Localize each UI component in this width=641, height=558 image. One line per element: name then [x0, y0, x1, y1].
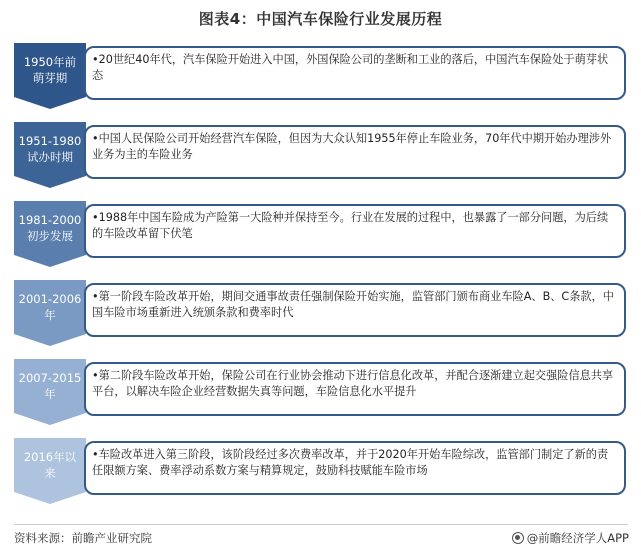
timeline-stage — [14, 438, 616, 504]
stage-period: 2016年以 来 — [23, 450, 77, 480]
stage-arrow — [14, 122, 86, 188]
source-note: 资料来源：前瞻产业研究院 — [14, 531, 152, 545]
stage-arrow — [14, 201, 86, 267]
stage-period: 1950年前 萌芽期 — [23, 55, 77, 85]
stage-description: •1988年中国车险成为产险第一大险种并保持至今。行业在发展的过程中，也暴露了一部分问题，为后续的车险改革留下伏笔 — [84, 204, 626, 258]
timeline-stage — [14, 122, 616, 188]
stage-arrow — [14, 438, 86, 504]
stage-period: 1951-1980 试办时期 — [18, 134, 82, 164]
chart-title: 图表4：中国汽车保险行业发展历程 — [198, 10, 443, 28]
timeline-stage — [14, 359, 616, 425]
footer-divider — [14, 524, 628, 525]
stage-description: •20世纪40年代，汽车保险开始进入中国，外国保险公司的垄断和工业的落后，中国汽车保险处于萌芽状态 — [84, 46, 626, 100]
stage-description: •第一阶段车险改革开始，期间交通事故责任强制保险开始实施，监管部门颁布商业车险A、B、C条款，中国车险市场重新进入统颁条款和费率时代 — [84, 283, 626, 337]
stage-period: 2007-2015 年 — [18, 371, 82, 401]
stage-description: •车险改革进入第三阶段，该阶段经过多次费率改革，并于2020年开始车险综改，监管部门制定了新的责任限额方案、费率浮动系数方案与精算规定，鼓励科技赋能车险市场 — [84, 441, 626, 495]
brand-logo-icon — [512, 532, 524, 544]
stage-arrow — [14, 280, 86, 346]
timeline-stage — [14, 280, 616, 346]
stage-arrow — [14, 359, 86, 425]
timeline-stage — [14, 43, 616, 109]
brand-text: @前瞻经济学人APP — [526, 531, 629, 545]
stage-description: •中国人民保险公司开始经营汽车保险，但因为大众认知1955年停止车险业务，70年代中期开始办理涉外业务为主的车险业务 — [84, 125, 626, 179]
stage-description: •第二阶段车险改革开始，保险公司在行业协会推动下进行信息化改革，并配合逐渐建立起交强险信息共享平台，以解决车险企业经营数据失真等问题，车险信息化水平提升 — [84, 362, 626, 416]
stage-period: 1981-2000 初步发展 — [18, 213, 82, 243]
brand-credit — [512, 530, 629, 546]
stage-period: 2001-2006 年 — [18, 292, 82, 322]
timeline-stage — [14, 201, 616, 267]
stage-arrow — [14, 43, 86, 109]
